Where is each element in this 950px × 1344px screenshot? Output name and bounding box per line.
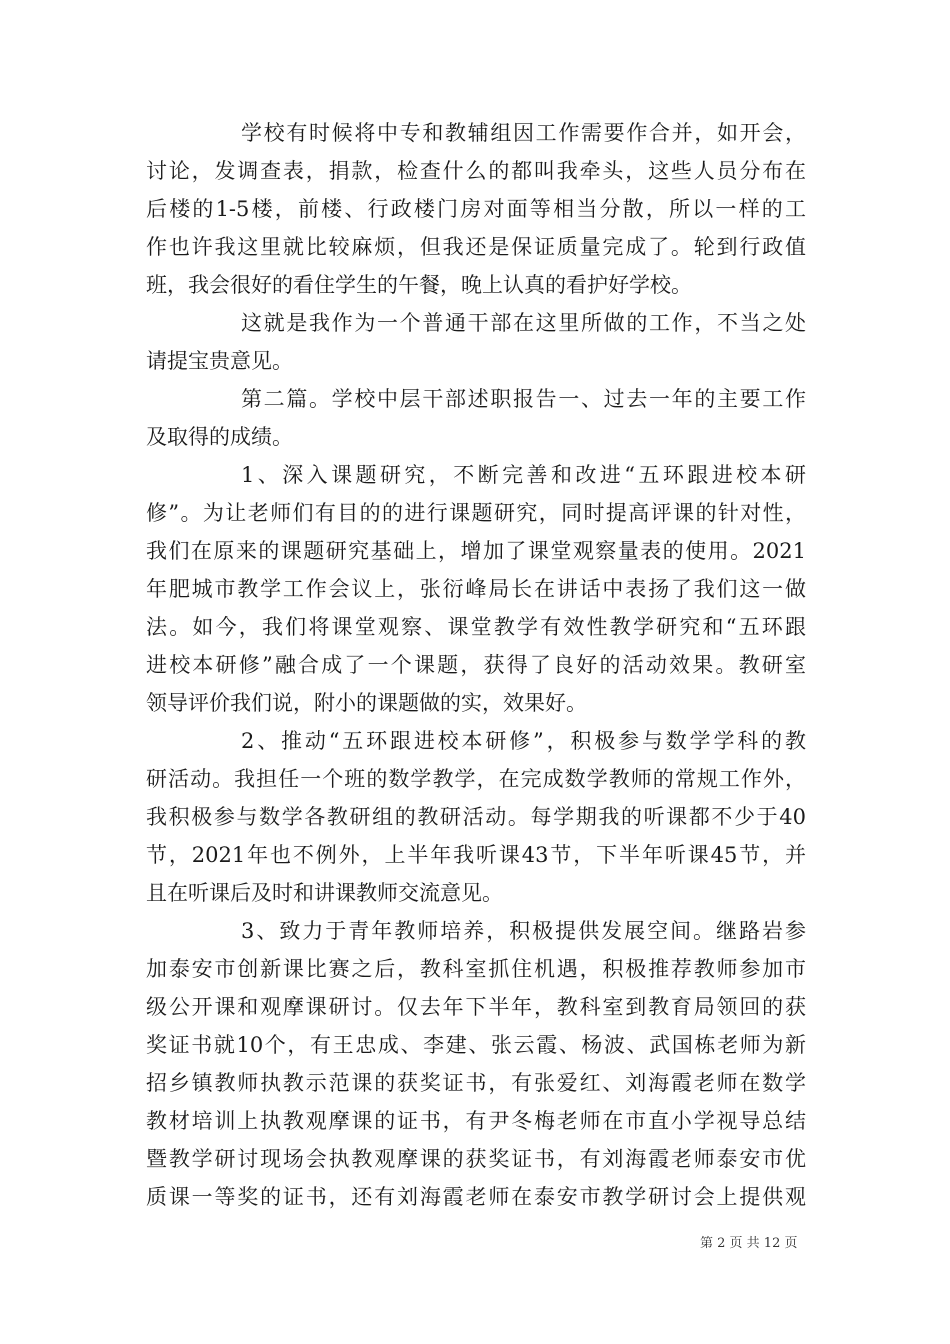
text-line: 请提宝贵意见。 [146,349,293,373]
text-line: 节，2021年也不例外，上半年我听课43节，下半年听课45节，并 [146,843,806,867]
text-line: 2、推动“五环跟进校本研修”，积极参与数学学科的教 [241,729,806,753]
text-line: 这就是我作为一个普通干部在这里所做的工作，不当之处 [241,311,806,335]
text-line: 讨论，发调查表，捐款，检查什么的都叫我牵头，这些人员分布在 [146,159,806,183]
text-line: 及取得的成绩。 [146,425,293,449]
text-line: 质课一等奖的证书，还有刘海霞老师在泰安市教学研讨会上提供观 [146,1185,806,1209]
text-line: 作也许我这里就比较麻烦，但我还是保证质量完成了。轮到行政值 [146,235,806,259]
text-line: 我们在原来的课题研究基础上，增加了课堂观察量表的使用。2021 [146,539,806,563]
text-line: 进校本研修”融合成了一个课题，获得了良好的活动效果。教研室 [146,653,806,677]
text-line: 后楼的1-5楼，前楼、行政楼门房对面等相当分散，所以一样的工 [146,197,806,221]
text-line: 奖证书就10个，有王忠成、李建、张云霞、杨波、武国栋老师为新 [146,1033,806,1057]
text-line: 第二篇。学校中层干部述职报告一、过去一年的主要工作 [241,387,806,411]
text-line: 修”。为让老师们有目的的进行课题研究，同时提高评课的针对性， [146,501,806,525]
text-line: 级公开课和观摩课研讨。仅去年下半年，教科室到教育局领回的获 [146,995,806,1019]
text-line: 学校有时候将中专和教辅组因工作需要作合并，如开会， [241,121,806,145]
text-line: 法。如今，我们将课堂观察、课堂教学有效性教学研究和“五环跟 [146,615,806,639]
text-line: 招乡镇教师执教示范课的获奖证书，有张爱红、刘海霞老师在数学 [146,1071,806,1095]
body-text [146,114,806,1216]
page-number: 第 2 页 共 12 页 [700,1236,798,1251]
text-line: 我积极参与数学各教研组的教研活动。每学期我的听课都不少于40 [146,805,806,829]
text-line: 班，我会很好的看住学生的午餐，晚上认真的看护好学校。 [146,273,692,297]
text-line: 暨教学研讨现场会执教观摩课的获奖证书，有刘海霞老师泰安市优 [146,1147,806,1171]
text-line: 研活动。我担任一个班的数学教学，在完成数学教师的常规工作外， [146,767,806,791]
text-line: 加泰安市创新课比赛之后，教科室抓住机遇，积极推荐教师参加市 [146,957,806,981]
text-line: 领导评价我们说，附小的课题做的实，效果好。 [146,691,587,715]
text-line: 1、深入课题研究，不断完善和改进“五环跟进校本研 [241,463,806,487]
text-line: 年肥城市教学工作会议上，张衍峰局长在讲话中表扬了我们这一做 [146,577,806,601]
text-line: 且在听课后及时和讲课教师交流意见。 [146,881,503,905]
text-line: 教材培训上执教观摩课的证书，有尹冬梅老师在市直小学视导总结 [146,1109,806,1133]
text-line: 3、致力于青年教师培养，积极提供发展空间。继路岩参 [241,919,806,943]
